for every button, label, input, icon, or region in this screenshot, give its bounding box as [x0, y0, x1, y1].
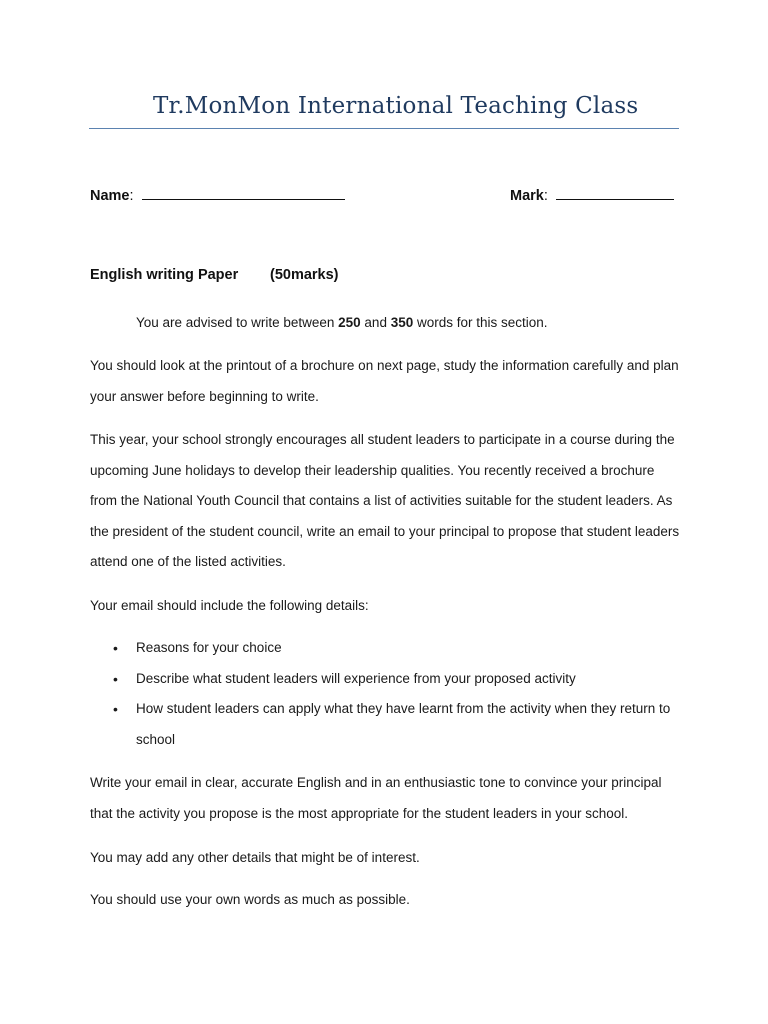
- advice-prefix: You are advised to write between: [136, 315, 339, 330]
- list-item: • How student leaders can apply what they have learnt from the activity when they return to school: [90, 694, 680, 755]
- task-paragraph: [90, 425, 680, 578]
- list-item: • Describe what student leaders will experience from your proposed activity: [90, 664, 680, 695]
- mark-blank-line[interactable]: [556, 185, 674, 200]
- paragraph-text: Your email should include the following details:: [90, 598, 369, 613]
- extra-details-note: [90, 843, 680, 874]
- name-colon: :: [129, 188, 134, 204]
- details-list: [90, 633, 680, 755]
- min-words: 250: [338, 315, 361, 330]
- paper-marks: (50marks): [270, 267, 339, 283]
- name-blank-line[interactable]: [142, 185, 345, 200]
- max-words: 350: [390, 315, 414, 330]
- name-label: Name: [90, 188, 130, 204]
- details-intro: [90, 591, 680, 622]
- advice-conjunction: and: [360, 315, 391, 330]
- paragraph-text: You should look at the printout of a brochure on next page, study the information carefully and plan your answer before beginning to write.: [90, 358, 679, 404]
- own-words-note: [90, 885, 680, 916]
- paragraph-text: You should use your own words as much as possible.: [90, 892, 410, 907]
- mark-colon: :: [543, 188, 548, 204]
- word-count-advice: [90, 308, 726, 339]
- paper-title: English writing Paper: [90, 267, 239, 283]
- paper-heading: [90, 267, 339, 283]
- mark-field: [510, 185, 674, 204]
- name-field: [90, 185, 345, 204]
- instruction-paragraph-1: [90, 351, 680, 412]
- advice-suffix: words for this section.: [413, 315, 548, 330]
- paragraph-text: This year, your school strongly encourages all student leaders to participate in a course during the upcoming June holidays to develop their leadership qualities. You recently received a brochure from the National Youth Council that contains a list of activities suitable for the student leaders. As the president of the student council, write an email to your principal to propose that student leaders attend one of the listed activities.: [90, 432, 680, 569]
- title-divider: [89, 128, 679, 129]
- paragraph-text: You may add any other details that might be of interest.: [90, 850, 420, 865]
- tone-instruction: [90, 768, 680, 829]
- list-item: • Reasons for your choice: [90, 633, 680, 664]
- page-title: Tr.MonMon International Teaching Class: [153, 93, 639, 119]
- paragraph-text: Write your email in clear, accurate English and in an enthusiastic tone to convince your principal that the activity you propose is the most appropriate for the student leaders in your school.: [90, 775, 662, 821]
- mark-label: Mark: [510, 188, 544, 204]
